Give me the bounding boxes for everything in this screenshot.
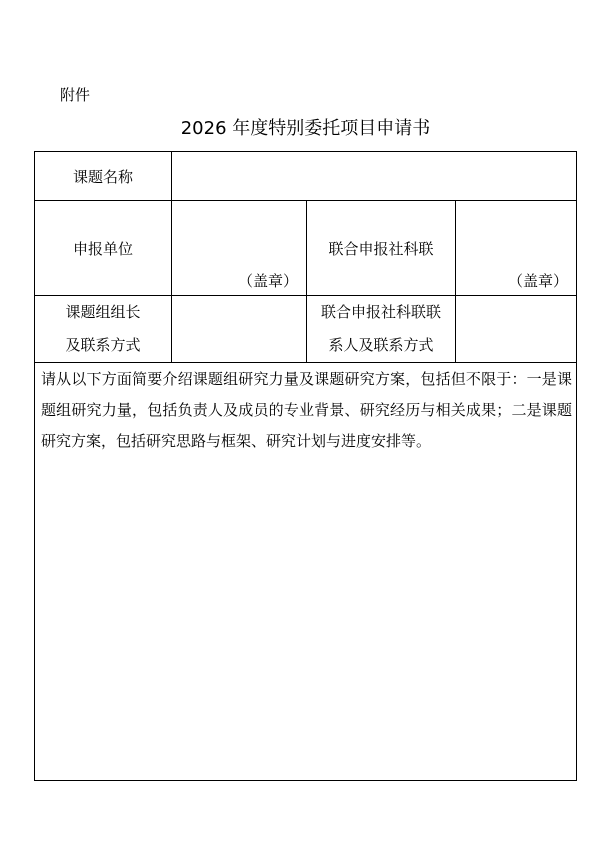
joint-federation-label: 联合申报社科联 (328, 239, 434, 258)
application-form-table (34, 151, 577, 781)
applicant-seal-label: （盖章） (238, 272, 299, 290)
joint-contact-label-line2: 系人及联系方式 (328, 336, 434, 354)
topic-name-label: 课题名称 (72, 167, 133, 186)
joint-federation-seal-label: （盖章） (508, 272, 569, 290)
instructions-text: 请从以下方面简要介绍课题组研究力量及课题研究方案，包括但不限于：一是课题组研究力量，包括负责人及成员的专业背景、研究经历与相关成果；二是课题研究方案，包括研究思路与框架、研究计划与进度安排等。 (41, 370, 572, 450)
group-leader-label (35, 296, 171, 362)
joint-contact-field[interactable] (456, 296, 576, 362)
topic-name-field[interactable] (172, 152, 576, 200)
attachment-label: 附件 (60, 86, 91, 104)
row-divider-3 (35, 362, 576, 363)
page-title: 2026 年度特别委托项目申请书 (180, 118, 431, 139)
proposal-content-field[interactable] (35, 482, 576, 780)
group-leader-field[interactable] (172, 296, 306, 362)
group-leader-label-line2: 及联系方式 (65, 336, 141, 354)
joint-contact-label-line1: 联合申报社科联联 (320, 303, 441, 321)
group-leader-label-line1: 课题组组长 (65, 303, 141, 321)
joint-contact-label (307, 296, 455, 362)
applicant-unit-label: 申报单位 (72, 239, 133, 258)
